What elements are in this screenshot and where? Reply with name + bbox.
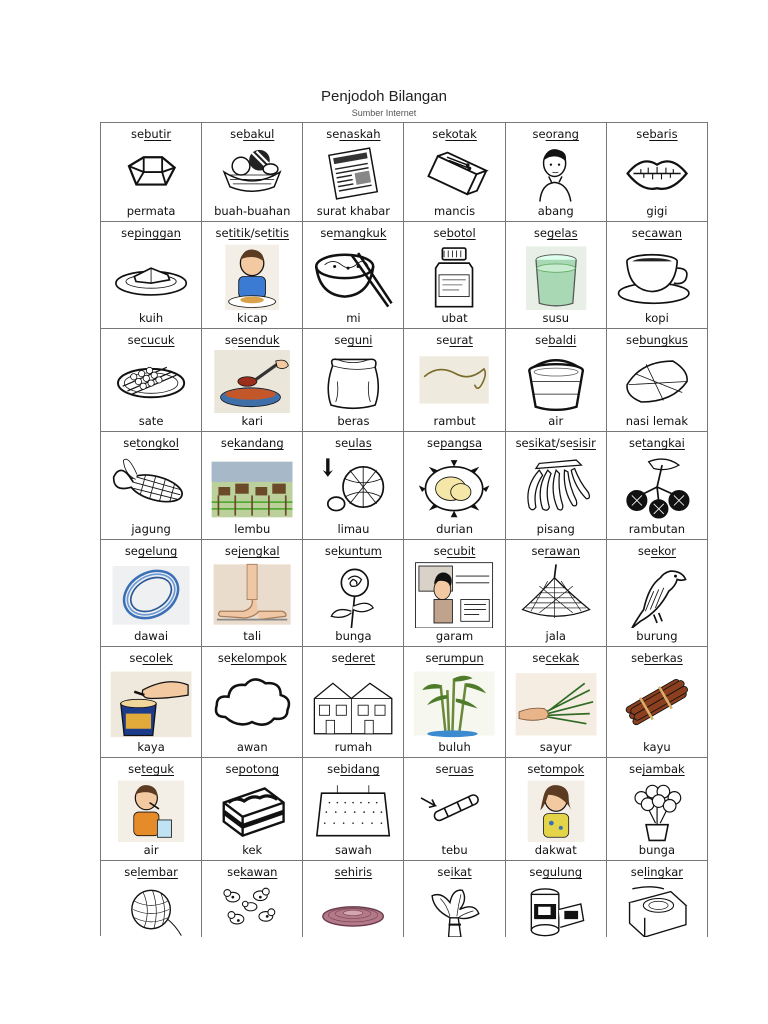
classifier-word: secawan — [631, 226, 682, 240]
classifier-word: sekawan — [227, 865, 278, 879]
fishing-net-icon — [514, 561, 598, 628]
vegetable-tied-icon — [412, 882, 496, 937]
orange-icon — [311, 453, 395, 521]
medicine-bottle-icon — [412, 243, 496, 310]
noun-label: kicap — [236, 311, 268, 325]
classifier-cell — [303, 123, 404, 222]
parrot-icon — [615, 561, 699, 628]
noun-label: awan — [236, 740, 268, 754]
noun-label: ubat — [441, 311, 468, 325]
noun-label: sate — [138, 414, 164, 428]
classifier-cell — [202, 329, 303, 432]
jam-jar-icon — [109, 668, 193, 739]
gem-icon — [109, 144, 193, 203]
classifier-word: seorang — [532, 127, 579, 141]
classifier-table — [100, 122, 708, 936]
classifier-word: seekor — [637, 544, 676, 558]
classifier-cell — [101, 329, 202, 432]
noun-label: susu — [542, 311, 570, 325]
girl-ink-icon — [514, 779, 598, 842]
classifier-word: selingkar — [630, 865, 684, 879]
classifier-word: selembar — [124, 865, 178, 879]
classifier-cell — [404, 432, 505, 540]
cattle-pen-icon — [210, 453, 294, 521]
fruit-basket-icon — [210, 144, 294, 203]
classifier-cell — [506, 647, 607, 758]
noun-label: kopi — [645, 311, 669, 325]
classifier-cell — [404, 222, 505, 329]
classifier-word: setitik/setitis — [215, 226, 289, 240]
classifier-word: secucuk — [127, 333, 175, 347]
classifier-cell — [101, 540, 202, 647]
bucket-icon — [514, 350, 598, 413]
classifier-cell — [101, 861, 202, 937]
noun-label: tebu — [441, 843, 468, 857]
classifier-word: seulas — [335, 436, 372, 450]
hand-span-icon — [210, 561, 294, 628]
rambutan-icon — [615, 453, 699, 521]
classifier-cell — [506, 222, 607, 329]
dog-pack-icon — [210, 882, 294, 937]
classifier-word: setongkol — [123, 436, 179, 450]
sliced-disc-icon — [311, 882, 395, 937]
film-roll-icon — [514, 882, 598, 937]
classifier-cell — [607, 647, 708, 758]
classifier-cell — [303, 861, 404, 937]
classifier-word: secekak — [532, 651, 580, 665]
classifier-cell — [506, 123, 607, 222]
noun-label: beras — [337, 414, 370, 428]
noodle-bowl-icon — [311, 243, 395, 310]
cake-slice-icon — [210, 779, 294, 842]
classifier-word: seikat — [437, 865, 472, 879]
noun-label: air — [548, 414, 564, 428]
classifier-cell — [303, 329, 404, 432]
paddy-field-icon — [311, 779, 395, 842]
classifier-cell — [101, 123, 202, 222]
classifier-word: seteguk — [128, 762, 175, 776]
classifier-word: seguni — [334, 333, 373, 347]
banana-icon — [514, 453, 598, 521]
cloud-icon — [210, 668, 294, 739]
classifier-word: sekotak — [432, 127, 477, 141]
classifier-word: segulung — [529, 865, 583, 879]
classifier-cell — [303, 758, 404, 861]
classifier-cell — [202, 861, 303, 937]
noun-label: burung — [636, 629, 678, 643]
classifier-word: sesikat/sesisir — [515, 436, 596, 450]
classifier-word: secolek — [129, 651, 173, 665]
noun-label: buah-buahan — [214, 204, 291, 218]
noun-label: kek — [242, 843, 263, 857]
classifier-word: semangkuk — [320, 226, 387, 240]
classifier-cell — [607, 222, 708, 329]
satay-icon — [109, 350, 193, 413]
classifier-cell — [202, 647, 303, 758]
classifier-word: serawan — [531, 544, 581, 558]
noun-label: rumah — [334, 740, 373, 754]
noun-label: gigi — [646, 204, 668, 218]
noun-label: nasi lemak — [625, 414, 689, 428]
noun-label: permata — [126, 204, 176, 218]
noun-label: mi — [346, 311, 361, 325]
classifier-cell — [202, 123, 303, 222]
classifier-word: seruas — [435, 762, 474, 776]
classifier-cell — [506, 540, 607, 647]
classifier-cell — [506, 758, 607, 861]
classifier-cell — [101, 432, 202, 540]
noun-label: garam — [435, 629, 474, 643]
wire-coil-icon — [109, 561, 193, 628]
classifier-word: serumpun — [425, 651, 484, 665]
coffee-cup-icon — [615, 243, 699, 310]
classifier-cell — [202, 222, 303, 329]
classifier-cell — [506, 432, 607, 540]
classifier-word: sekandang — [220, 436, 284, 450]
classifier-word: sejambak — [629, 762, 685, 776]
classifier-cell — [303, 540, 404, 647]
noun-label: kayu — [643, 740, 671, 754]
hair-strand-icon — [412, 350, 496, 413]
classifier-word: sekuntum — [324, 544, 382, 558]
noun-label: kari — [241, 414, 263, 428]
classifier-word: sebakul — [230, 127, 275, 141]
noun-label: dawai — [134, 629, 169, 643]
classifier-word: sebutir — [131, 127, 172, 141]
classifier-word: sebaldi — [535, 333, 577, 347]
classifier-word: sehiris — [334, 865, 373, 879]
noun-label: pisang — [536, 522, 575, 536]
rose-icon — [311, 561, 395, 628]
classifier-cell — [607, 329, 708, 432]
noun-label: lembu — [234, 522, 271, 536]
durian-icon — [412, 453, 496, 521]
classifier-cell — [101, 222, 202, 329]
classifier-cell — [303, 432, 404, 540]
classifier-cell — [101, 758, 202, 861]
classifier-word: sesenduk — [224, 333, 280, 347]
plate-icon — [109, 243, 193, 310]
vegetable-bunch-icon — [514, 668, 598, 739]
sack-icon — [311, 350, 395, 413]
classifier-word: secubit — [433, 544, 476, 558]
classifier-cell — [404, 123, 505, 222]
noun-label: surat khabar — [316, 204, 391, 218]
noun-label: bunga — [335, 629, 372, 643]
classifier-cell — [404, 329, 505, 432]
teeth-icon — [615, 144, 699, 203]
noun-label: bunga — [638, 843, 676, 857]
noun-label: buluh — [438, 740, 471, 754]
classifier-cell — [202, 758, 303, 861]
classifier-word: setompok — [527, 762, 585, 776]
noun-label: rambutan — [628, 522, 686, 536]
classifier-cell — [404, 861, 505, 937]
noun-label: abang — [537, 204, 574, 218]
noun-label: air — [143, 843, 159, 857]
classifier-cell — [506, 329, 607, 432]
sugarcane-icon — [412, 779, 496, 842]
noun-label: sawah — [335, 843, 372, 857]
classifier-cell — [607, 861, 708, 937]
noun-label: kuih — [139, 311, 164, 325]
ladle-icon — [210, 350, 294, 413]
classifier-word: setangkai — [628, 436, 685, 450]
classifier-word: sebotol — [433, 226, 476, 240]
classifier-cell — [607, 432, 708, 540]
classifier-word: segelas — [533, 226, 578, 240]
classifier-word: sejengkal — [224, 544, 280, 558]
classifier-word: sepotong — [225, 762, 280, 776]
classifier-word: sederet — [331, 651, 376, 665]
noun-label: dakwat — [534, 843, 577, 857]
noun-label: sayur — [539, 740, 572, 754]
classifier-word: segelung — [124, 544, 178, 558]
classifier-cell — [101, 647, 202, 758]
glass-icon — [514, 243, 598, 310]
corn-icon — [109, 453, 193, 521]
noun-label: jala — [545, 629, 566, 643]
noun-label: limau — [337, 522, 370, 536]
classifier-cell — [404, 540, 505, 647]
classifier-word: sebaris — [636, 127, 678, 141]
pinch-icon — [412, 561, 496, 628]
page-subtitle: Sumber Internet — [351, 108, 417, 118]
matchbox-icon — [412, 144, 496, 203]
classifier-cell — [506, 861, 607, 937]
classifier-cell — [404, 758, 505, 861]
noun-label: kaya — [137, 740, 165, 754]
classifier-word: sekelompok — [217, 651, 287, 665]
classifier-word: seberkas — [631, 651, 683, 665]
classifier-cell — [607, 758, 708, 861]
classifier-cell — [202, 432, 303, 540]
noun-label: jagung — [131, 522, 171, 536]
classifier-word: seurat — [436, 333, 473, 347]
classifier-cell — [404, 647, 505, 758]
newspaper-icon — [311, 144, 395, 203]
noun-label: rambut — [433, 414, 476, 428]
house-row-icon — [311, 668, 395, 739]
yarn-ball-icon — [109, 882, 193, 937]
classifier-cell — [303, 647, 404, 758]
classifier-cell — [607, 540, 708, 647]
boy-eating-icon — [210, 243, 294, 310]
boy-drinking-icon — [109, 779, 193, 842]
classifier-word: sepinggan — [121, 226, 181, 240]
classifier-word: sepangsa — [427, 436, 483, 450]
classifier-word: sebidang — [327, 762, 380, 776]
wood-bundle-icon — [615, 668, 699, 739]
classifier-word: senaskah — [326, 127, 381, 141]
classifier-cell — [303, 222, 404, 329]
classifier-word: sebungkus — [625, 333, 688, 347]
noun-label: mancis — [434, 204, 476, 218]
classifier-cell — [607, 123, 708, 222]
food-parcel-icon — [615, 350, 699, 413]
bamboo-icon — [412, 668, 496, 739]
noun-label: durian — [436, 522, 473, 536]
coil-box-icon — [615, 882, 699, 937]
noun-label: tali — [243, 629, 262, 643]
flower-pot-icon — [615, 779, 699, 842]
classifier-cell — [202, 540, 303, 647]
page-title: Penjodoh Bilangan — [321, 88, 447, 105]
boy-icon — [514, 144, 598, 203]
